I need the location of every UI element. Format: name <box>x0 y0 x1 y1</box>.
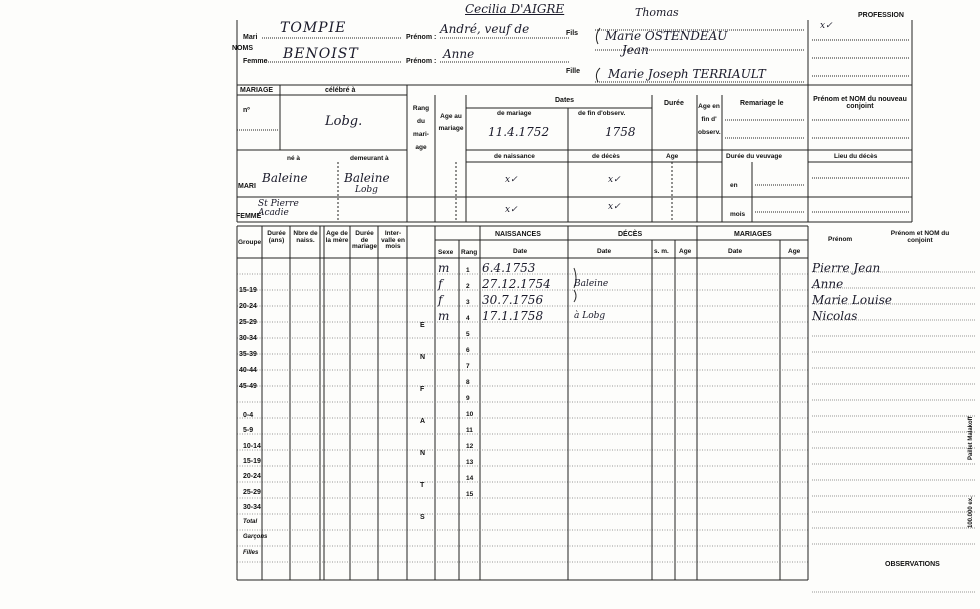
family-name: Cecilia D'AIGRE <box>465 2 565 16</box>
date-fin: 1758 <box>605 125 636 139</box>
rank-number: 7 <box>466 363 470 370</box>
naissances-header: NAISSANCES <box>495 231 541 238</box>
fille-label: Fille <box>566 68 581 75</box>
femme-row-label: FEMME <box>236 213 262 220</box>
group-label: 15-19 <box>243 457 261 465</box>
rank-number: 2 <box>466 283 470 290</box>
remariage-label: Remariage le <box>740 100 784 107</box>
family-note: Thomas <box>635 6 679 19</box>
naiss-date-header: Date <box>513 248 528 255</box>
group-label: 5-9 <box>243 427 254 435</box>
child-prenom: Pierre Jean <box>812 261 881 275</box>
profession-label: PROFESSION <box>858 12 904 19</box>
femme-prenom: Anne <box>443 47 475 61</box>
mari-row-label: MARI <box>238 183 256 190</box>
deces-date-header: Date <box>597 248 612 255</box>
enfants-letter: A <box>420 418 426 425</box>
group-label: 20-24 <box>239 303 257 310</box>
enfants-letter: S <box>420 514 425 521</box>
enfants-letter: F <box>420 386 425 393</box>
child-prenom: Anne <box>812 277 844 291</box>
en-label: en <box>730 182 738 189</box>
child-naissance-date: 30.7.1756 <box>482 293 544 307</box>
child-sexe: f <box>438 277 443 291</box>
nbre-naiss-header: Nbre de naiss. <box>293 230 318 244</box>
dates-label: Dates <box>555 97 575 104</box>
ne-a-label: né à <box>287 155 301 162</box>
femme-prenom-label: Prénom : <box>406 58 437 65</box>
side-count: 100.000 ex. <box>968 496 974 528</box>
child-deces-place: à Lobg <box>574 311 606 321</box>
rank-number: 5 <box>466 331 470 338</box>
noms-label: NOMS <box>232 45 253 52</box>
group-label: 20-24 <box>243 473 261 481</box>
child-prenom: Marie Louise <box>812 293 892 307</box>
rank-number: 14 <box>466 475 474 482</box>
mari-prenom: André, veuf de <box>440 22 530 36</box>
mari-prenom-label: Prénom : <box>406 34 437 41</box>
rang-label: Rang du mari-age <box>412 105 430 151</box>
sexe-header: Sexe <box>438 249 454 256</box>
fille-parents: Marie Joseph TERRIAULT <box>608 67 766 81</box>
demeurant-label: demeurant à <box>350 155 389 162</box>
rank-number: 15 <box>466 491 474 498</box>
mariage-place: Lobg. <box>325 114 363 129</box>
deces-header: DÉCÈS <box>618 231 643 238</box>
rank-number: 10 <box>466 411 474 418</box>
de-deces-label: de décès <box>592 153 620 160</box>
prenom-header: Prénom <box>828 236 853 243</box>
mari-ne: Baleine <box>262 171 308 185</box>
group-label: Total <box>243 519 258 526</box>
child-naissance-date: 17.1.1758 <box>482 309 544 323</box>
child-sexe: f <box>438 293 443 307</box>
fils-parents: Marie OSTENDEAU <box>605 29 728 43</box>
de-mariage-label: de mariage <box>497 110 532 117</box>
no-label: nº <box>243 107 250 114</box>
mari-deces: x✓ <box>608 175 621 185</box>
observations-label: OBSERVATIONS <box>885 561 940 568</box>
femme-label: Femme <box>243 58 268 65</box>
fils-parents-2: Jean <box>622 43 649 57</box>
group-label: 30-34 <box>243 503 261 511</box>
mari-naiss: x✓ <box>505 175 518 185</box>
femme-deces: x✓ <box>608 202 621 212</box>
child-naissance-date: 6.4.1753 <box>482 261 536 275</box>
mariages-age-header: Age <box>788 248 801 255</box>
child-sexe: m <box>438 261 450 275</box>
prenom-conjoint-header: Prénom et NOM du conjoint <box>890 230 950 244</box>
rank-number: 12 <box>466 443 474 450</box>
lieu-deces-label: Lieu du décès <box>834 153 878 160</box>
enfants-letter: N <box>420 450 426 457</box>
side-publisher: Paillet Malakoff <box>968 416 974 460</box>
age-label: Age au mariage <box>438 113 464 132</box>
age-mere-header: Age de la mère <box>325 230 349 244</box>
group-label: 35-39 <box>239 351 257 358</box>
mari-label: Mari <box>243 34 258 41</box>
intervalle-header: Inter-valle en mois <box>381 230 405 250</box>
duree-ans-header: Durée (ans) <box>267 230 286 244</box>
femme-name: BENOIST <box>283 46 359 62</box>
mari-dem-2: Lobg <box>355 185 378 195</box>
deces-age-header: Age <box>679 248 692 255</box>
mariages-date-header: Date <box>728 248 743 255</box>
groupe-header: Groupe <box>238 239 262 246</box>
fils-label: Fils <box>566 30 579 37</box>
age-col-label: Age <box>666 153 679 160</box>
celebre-label: célébré à <box>325 87 356 94</box>
group-label: 25-29 <box>239 319 257 326</box>
duree-label: Durée <box>664 100 684 107</box>
mari-name: TOMPIE <box>280 20 347 36</box>
femme-ne: St Pierre Acadie <box>258 199 299 218</box>
rank-number: 6 <box>466 347 470 354</box>
group-label: 40-44 <box>239 367 257 374</box>
enfants-letter: E <box>420 322 425 329</box>
profession-value: x✓ <box>820 21 833 31</box>
rank-number: 11 <box>466 427 473 434</box>
age-fin-label: Age en fin d' observ. <box>698 103 721 136</box>
rank-number: 1 <box>466 267 470 274</box>
date-mariage: 11.4.1752 <box>488 125 550 139</box>
rank-number: 3 <box>466 299 470 306</box>
de-naissance-label: de naissance <box>494 153 535 160</box>
child-deces-place: Baleine <box>574 279 609 289</box>
group-label: Garçons <box>243 534 268 541</box>
prenom-nom-conjoint-label: Prénom et NOM du nouveau conjoint <box>813 96 907 110</box>
duree-veuvage-label: Durée du veuvage <box>726 153 782 160</box>
mois-label: mois <box>730 211 746 218</box>
child-prenom: Nicolas <box>812 309 858 323</box>
sm-header: s. m. <box>654 248 669 255</box>
rank-number: 4 <box>466 315 470 322</box>
group-label: 30-34 <box>239 335 257 342</box>
group-label: 15-19 <box>239 287 257 294</box>
rang-header: Rang <box>461 249 478 256</box>
mariages-header: MARIAGES <box>734 231 772 238</box>
mari-dem: Baleine <box>344 171 390 185</box>
group-label: 45-49 <box>239 383 257 390</box>
duree-mariage-header: Durée de mariage <box>352 230 377 250</box>
child-naissance-date: 27.12.1754 <box>482 277 551 291</box>
group-label: 10-14 <box>243 442 261 450</box>
group-label: Filles <box>243 549 259 556</box>
group-label: 25-29 <box>243 488 261 496</box>
rank-number: 13 <box>466 459 474 466</box>
rank-number: 9 <box>466 395 470 402</box>
mariage-title: MARIAGE <box>240 87 274 94</box>
child-sexe: m <box>438 309 450 323</box>
enfants-letter: T <box>420 482 425 489</box>
fin-observ-label: de fin d'observ. <box>578 110 626 117</box>
femme-naiss: x✓ <box>505 205 518 215</box>
rank-number: 8 <box>466 379 470 386</box>
enfants-letter: N <box>420 354 426 361</box>
group-label: 0-4 <box>243 412 254 419</box>
